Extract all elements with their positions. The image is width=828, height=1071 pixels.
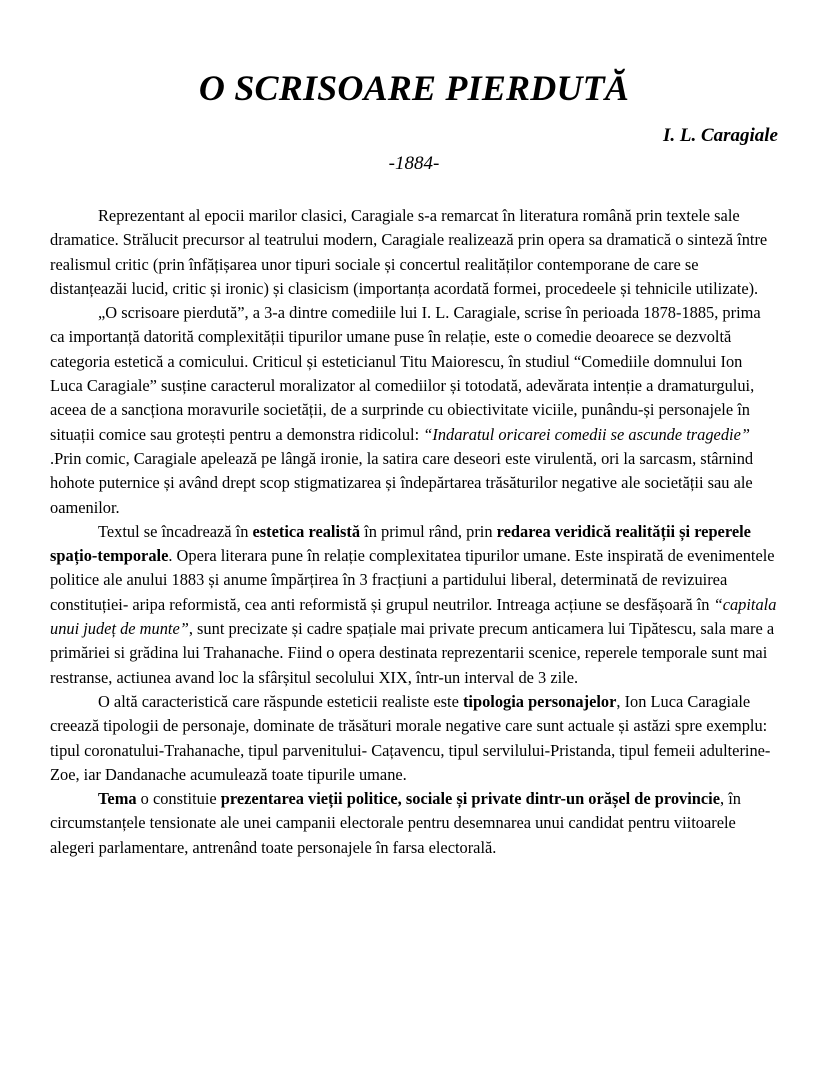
paragraph-text: o constituie bbox=[136, 789, 221, 809]
paragraph-realism bbox=[50, 520, 778, 690]
italic-quote: “Indaratul oricarei comedii se ascunde tragedie” bbox=[423, 424, 750, 444]
bold-phrase: redarea veridică realității și reperele spațio-temporale bbox=[50, 521, 751, 566]
paragraph-text: . Opera literara pune în relație complexitatea tipurilor umane. Este inspirată de evenimentele politice ale anului 1883 și anume împărțirea în 3 fracțiuni a partidului liberal, determinată de revizuirea constituției- aripa reformistă, cea anti reformistă și grupul neutrilor. Intreaga acțiune se desfășoară în bbox=[50, 546, 775, 614]
bold-phrase: estetica realistă bbox=[252, 521, 361, 541]
paragraph-text: Reprezentant al epocii marilor clasici, Caragiale s-a remarcat în literatura română prin textele sale dramatice. Strălucit precursor al teatrului modern, Caragiale realizează prin opera sa dramatică o sinteză între realismul critic (prin înfățișarea unor tipuri sociale și concertul realităților contemporane de care se distanțeazăi lucid, critic și ironic) și clasicism (importanța acordată formei, procedeele și tehnicile utilizate). bbox=[50, 206, 768, 298]
paragraph-text: „O scrisoare pierdută”, a 3-a dintre comediile lui I. L. Caragiale, scrise în perioada 1878-1885, prima ca importanță datorită complexității tipurilor umane puse în relație, este o comedie deoarece se dezvoltă categoria estetică a comicului. Criticul și esteticianul Titu Maiorescu, în studiul “Comediile domnului Ion Luca Caragiale” susține caracterul moralizator al comediilor și totodată, adevărata intenție a dramaturgului, aceea de a sancționa moravurile societății, de a surprinde cu obiectivitate viciile, punându-și personajele în situații comice sau grotești pentru a demonstra ridicolul: bbox=[50, 303, 761, 444]
bold-phrase: Tema bbox=[98, 789, 137, 809]
paragraph-text: , în circumstanțele tensionate ale unei campanii electorale pentru desemnarea unui candidat pentru viitoarele alegeri parlamentare, antrenând toate personajele în farsa electorală. bbox=[50, 789, 741, 857]
page-title: O SCRISOARE PIERDUTĂ bbox=[198, 68, 630, 108]
paragraph-text: , Ion Luca Caragiale creează tipologii de personaje, dominate de trăsături morale negative care sunt actuale și astăzi spre exemplu: tipul coronatului-Trahanache, tipul parvenitului- Cațavencu, tipul servilului-Pristanda, tipul femeii adulterine- Zoe, iar Dandanache acumulează toate tipurile umane. bbox=[50, 691, 771, 784]
paragraph-characters bbox=[50, 690, 778, 787]
publication-year: -1884- bbox=[388, 153, 440, 174]
paragraph-text: O altă caracteristică care răspunde esteticii realiste este bbox=[98, 691, 463, 711]
italic-quote: “capitala unui județ de munte” bbox=[50, 594, 777, 639]
paragraph-text: Textul se încadrează în bbox=[98, 521, 253, 541]
bold-phrase: prezentarea vieții politice, sociale și private dintr-un orășel de provincie bbox=[220, 789, 721, 809]
paragraph-text: .Prin comic, Caragiale apelează pe lângă ironie, la satira care deseori este virulentă, ori la sarcasm, stârnind hohote puternice și având drept scop stigmatizarea și îndepărtarea trăsăturilor negative ale societății sau ale oamenilor. bbox=[50, 448, 754, 517]
paragraph-comedy bbox=[50, 301, 778, 520]
paragraph-theme bbox=[50, 787, 778, 860]
paragraph-text: , sunt precizate și cadre spațiale mai private precum anticamera lui Tipătescu, sala mare a primăriei si grădina lui Trahanache. Fiind o opera destinata reprezentarii scenice, reperele temporale sunt mai restranse, actiunea avand loc la sfârșitul secolului XIX, într-un interval de 3 zile. bbox=[50, 619, 775, 687]
paragraph-intro bbox=[50, 204, 778, 301]
bold-phrase: tipologia personajelor bbox=[462, 691, 617, 711]
paragraph-text: în primul rând, prin bbox=[360, 521, 497, 541]
document-body bbox=[50, 204, 778, 860]
author-name: I. L. Caragiale bbox=[662, 125, 778, 146]
